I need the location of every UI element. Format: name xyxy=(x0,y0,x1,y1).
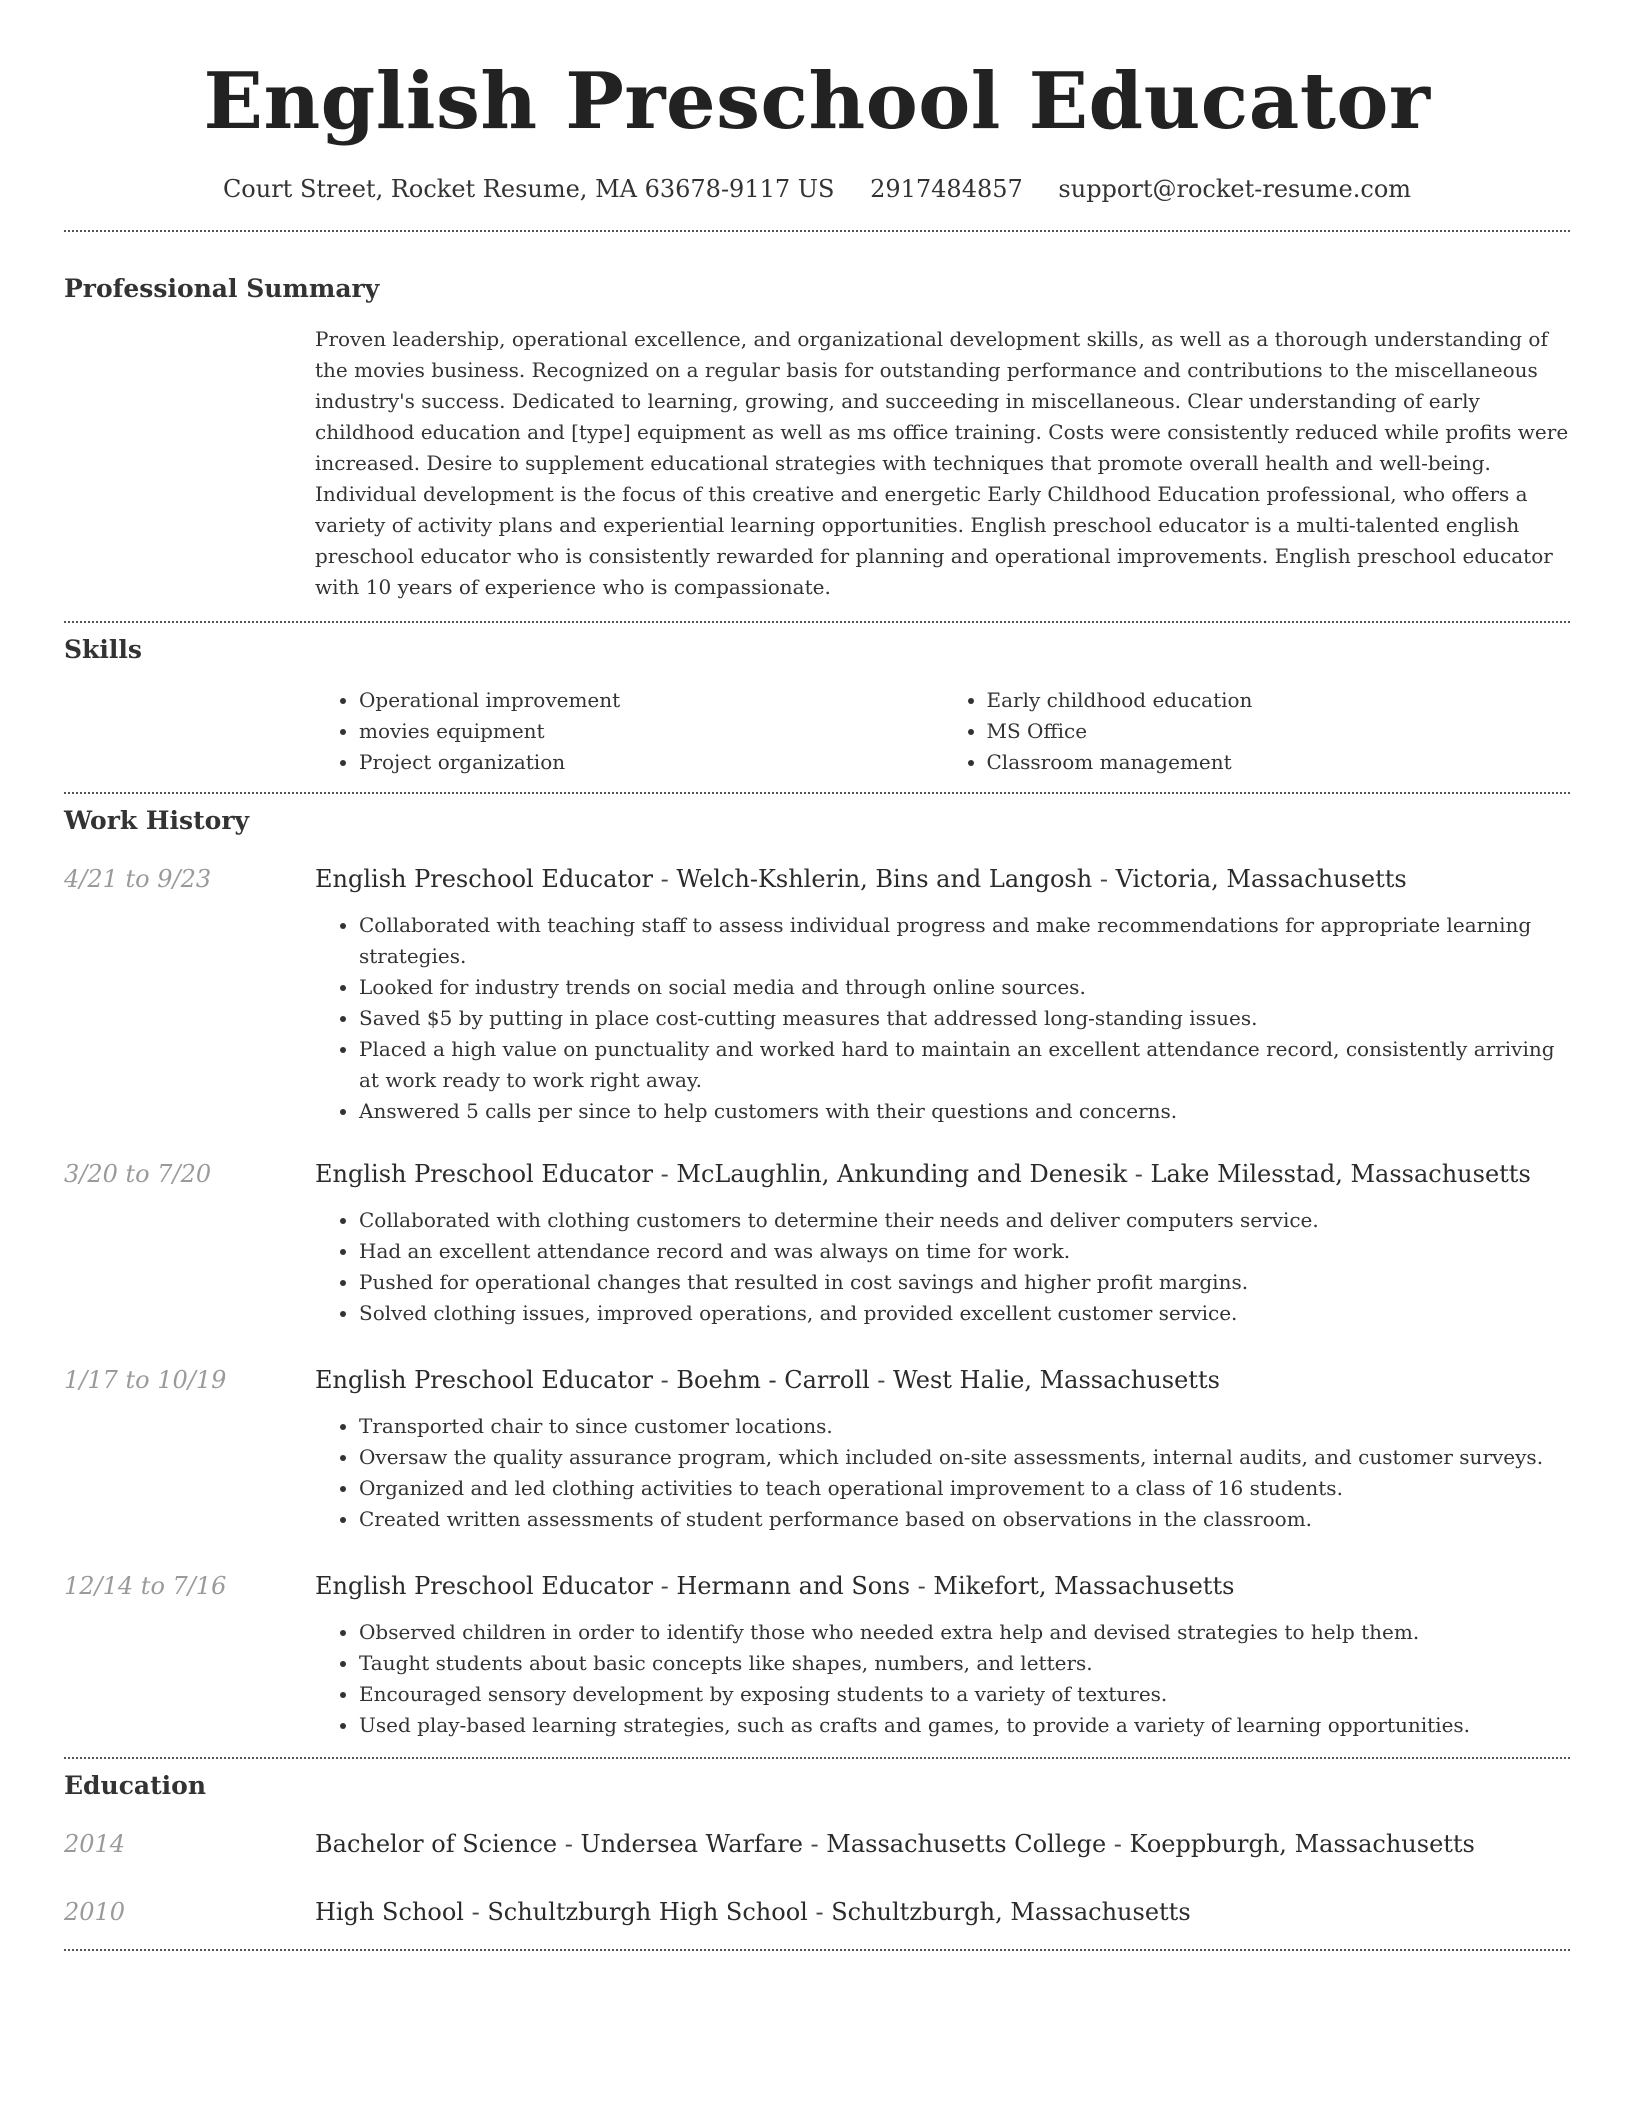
job-role: English Preschool Educator xyxy=(315,1572,653,1600)
resume-header xyxy=(64,0,1570,206)
skill-item: • MS Office xyxy=(987,716,1571,747)
education-entry xyxy=(64,1827,1570,1861)
resume-page xyxy=(64,0,1570,1951)
skill-item: • Project organization xyxy=(359,747,943,778)
education-school: Massachusetts College xyxy=(826,1830,1107,1858)
job-location: West Halie, Massachusetts xyxy=(893,1366,1220,1394)
contact-line xyxy=(64,172,1570,206)
job-heading: English Preschool Educator - Hermann and Sons - Mikefort, Massachusetts xyxy=(315,1572,1235,1600)
job-bullets xyxy=(315,1617,1569,1741)
job-bullet: • Collaborated with clothing customers to determine their needs and deliver computers service. xyxy=(359,1205,1569,1236)
job-role: English Preschool Educator xyxy=(315,1160,653,1188)
education-field: Undersea Warfare xyxy=(580,1830,803,1858)
skills-title: Skills xyxy=(64,635,142,664)
job-bullet: • Placed a high value on punctuality and worked hard to maintain an excellent attendance record, consistently arriving at work ready to work right away. xyxy=(359,1034,1569,1096)
education-location: Koeppburgh, Massachusetts xyxy=(1129,1830,1475,1858)
job-entry xyxy=(64,1363,1570,1535)
job-bullet: • Saved $5 by putting in place cost-cutting measures that addressed long-standing issues. xyxy=(359,1003,1569,1034)
job-bullet: • Used play-based learning strategies, such as crafts and games, to provide a variety of learning opportunities. xyxy=(359,1710,1569,1741)
education-year: 2014 xyxy=(64,1830,126,1858)
education-year: 2010 xyxy=(64,1898,126,1926)
job-company: Hermann and Sons xyxy=(676,1572,911,1600)
summary-text: Proven leadership, operational excellence, and organizational development skills, as well as a thorough understanding of the movies business. Recognized on a regular basis for outstanding performance and contributions to the miscellaneous industry's success. Dedicated to learning, growing, and succeeding in miscellaneous. Clear understanding of early childhood education and [type] equipment as well as ms office training. Costs were consistently reduced while profits were increased. Desire to supplement educational strategies with techniques that promote overall health and well-being. Individual development is the focus of this creative and energetic Early Childhood Education professional, who offers a variety of activity plans and experiential learning opportunities. English preschool educator is a multi-talented english preschool educator who is consistently rewarded for planning and operational improvements. English preschool educator with 10 years of experience who is compassionate. xyxy=(315,327,1569,599)
job-bullets xyxy=(315,1411,1569,1535)
skill-item: • Classroom management xyxy=(987,747,1571,778)
education-heading: High School - Schultzburgh High School - Schultzburgh, Massachusetts xyxy=(315,1898,1191,1926)
job-bullet: • Collaborated with teaching staff to assess individual progress and make recommendations for appropriate learning strategies. xyxy=(359,910,1569,972)
job-bullet: • Solved clothing issues, improved operations, and provided excellent customer service. xyxy=(359,1298,1569,1329)
job-location: Lake Milesstad, Massachusetts xyxy=(1150,1160,1531,1188)
job-bullets xyxy=(315,1205,1569,1329)
work-title: Work History xyxy=(64,806,250,835)
skills-section xyxy=(64,633,1570,778)
job-bullets xyxy=(315,910,1569,1127)
job-bullet: • Oversaw the quality assurance program, which included on-site assessments, internal audits, and customer surveys. xyxy=(359,1442,1569,1473)
skills-list-left xyxy=(315,685,943,778)
job-entry xyxy=(64,862,1570,1127)
job-heading: English Preschool Educator - Welch-Kshlerin, Bins and Langosh - Victoria, Massachusetts xyxy=(315,865,1407,893)
contact-address: Court Street, Rocket Resume, MA 63678-9117 US xyxy=(222,175,835,203)
skill-item: • Early childhood education xyxy=(987,685,1571,716)
contact-phone: 2917484857 xyxy=(870,175,1023,203)
job-bullet: • Had an excellent attendance record and was always on time for work. xyxy=(359,1236,1569,1267)
summary-title: Professional Summary xyxy=(64,274,380,303)
job-bullet: • Created written assessments of student performance based on observations in the classroom. xyxy=(359,1504,1569,1535)
job-location: Victoria, Massachusetts xyxy=(1115,865,1407,893)
job-location: Mikefort, Massachusetts xyxy=(933,1572,1235,1600)
work-section xyxy=(64,804,1570,1741)
job-bullet: • Looked for industry trends on social media and through online sources. xyxy=(359,972,1569,1003)
job-bullet: • Answered 5 calls per since to help customers with their questions and concerns. xyxy=(359,1096,1569,1127)
education-title: Education xyxy=(64,1771,207,1800)
skill-item: • Operational improvement xyxy=(359,685,943,716)
education-school: Schultzburgh High School xyxy=(487,1898,808,1926)
job-role: English Preschool Educator xyxy=(315,865,653,893)
job-role: English Preschool Educator xyxy=(315,1366,653,1394)
job-heading: English Preschool Educator - Boehm - Carroll - West Halie, Massachusetts xyxy=(315,1366,1220,1394)
divider xyxy=(64,621,1570,623)
education-section xyxy=(64,1769,1570,1929)
divider xyxy=(64,1757,1570,1759)
job-bullet: • Observed children in order to identify those who needed extra help and devised strategies to help them. xyxy=(359,1617,1569,1648)
job-dates: 4/21 to 9/23 xyxy=(64,865,212,893)
education-location: Schultzburgh, Massachusetts xyxy=(831,1898,1191,1926)
education-entry xyxy=(64,1895,1570,1929)
job-company: McLaughlin, Ankunding and Denesik xyxy=(676,1160,1128,1188)
education-degree: Bachelor of Science xyxy=(315,1830,558,1858)
job-bullet: • Organized and led clothing activities to teach operational improvement to a class of 16 students. xyxy=(359,1473,1569,1504)
skill-item: • movies equipment xyxy=(359,716,943,747)
job-bullet: • Pushed for operational changes that resulted in cost savings and higher profit margins. xyxy=(359,1267,1569,1298)
divider xyxy=(64,1949,1570,1951)
skills-list-right xyxy=(943,685,1571,778)
job-company: Welch-Kshlerin, Bins and Langosh xyxy=(676,865,1093,893)
education-degree: High School xyxy=(315,1898,464,1926)
skills-grid xyxy=(315,685,1570,778)
candidate-name: English Preschool Educator xyxy=(203,56,1431,147)
divider xyxy=(64,230,1570,232)
job-entry xyxy=(64,1569,1570,1741)
job-bullet: • Encouraged sensory development by exposing students to a variety of textures. xyxy=(359,1679,1569,1710)
education-heading: Bachelor of Science - Undersea Warfare - Massachusetts College - Koeppburgh, Massachusetts xyxy=(315,1830,1475,1858)
contact-email: support@rocket-resume.com xyxy=(1058,175,1412,203)
job-dates: 1/17 to 10/19 xyxy=(64,1366,227,1394)
summary-section xyxy=(64,272,1570,603)
job-dates: 3/20 to 7/20 xyxy=(64,1160,212,1188)
job-bullet: • Taught students about basic concepts like shapes, numbers, and letters. xyxy=(359,1648,1569,1679)
job-bullet: • Transported chair to since customer locations. xyxy=(359,1411,1569,1442)
job-company: Boehm - Carroll xyxy=(676,1366,870,1394)
job-dates: 12/14 to 7/16 xyxy=(64,1572,227,1600)
divider xyxy=(64,792,1570,794)
job-entry xyxy=(64,1157,1570,1329)
job-heading: English Preschool Educator - McLaughlin, Ankunding and Denesik - Lake Milesstad, Massachusetts xyxy=(315,1160,1531,1188)
